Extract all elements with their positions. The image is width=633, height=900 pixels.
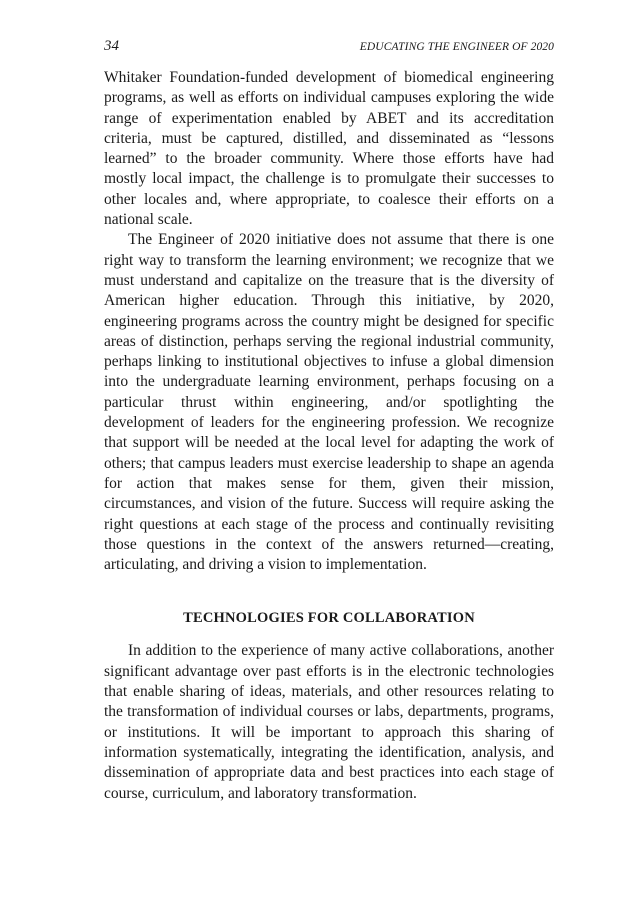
running-title: EDUCATING THE ENGINEER OF 2020 [359, 41, 554, 53]
section-heading: TECHNOLOGIES FOR COLLABORATION [183, 610, 475, 627]
paragraph-continuation: Whitaker Foundation-funded development of biomedical engineering programs, as well as efforts on individual campuses exploring the wide range of experimentation enabled by ABET and its accreditation criteria, must be captured, distilled, and disseminated as “lessons learned” to the broader community. Where those efforts have had mostly local impact, the challenge is to promulgate their successes to other locales and, where appropriate, to coalesce their efforts on a national scale. [104, 69, 554, 229]
paragraph-technologies: In addition to the experience of many active collaborations, another significant advantage over past efforts is in the electronic technologies that enable sharing of ideas, materials, and other resources relating to the transformation of individual courses or labs, departments, programs, or institutions. It will be important to approach this sharing of information systematically, integrating the identification, analysis, and dissemination of appropriate data and best practices into each stage of course, curriculum, and laboratory transformation. [104, 642, 554, 802]
paragraph-engineer-2020-initiative: The Engineer of 2020 initiative does not assume that there is one right way to transform the learning environment; we recognize that we must understand and capitalize on the treasure that is the diversity of American higher education. Through this initiative, by 2020, engineering programs across the country might be designed for specific areas of distinction, perhaps serving the regional industrial community, perhaps linking to institutional objectives to infuse a global dimension into the undergraduate learning environment, perhaps focusing on a particular thrust within engineering, and/or spotlighting the development of leaders for the engineering profession. We recognize that support will be needed at the local level for adapting the work of others; that campus leaders must exercise leadership to shape an agenda for action that makes sense for them, given their mission, circumstances, and vision of the future. Success will require asking the right questions at each stage of the process and continually revisiting those questions in the context of the answers returned—creating, articulating, and driving a vision to implementation. [104, 231, 554, 574]
page-number: 34 [104, 38, 119, 54]
page-body [104, 68, 554, 804]
running-header [104, 38, 554, 58]
